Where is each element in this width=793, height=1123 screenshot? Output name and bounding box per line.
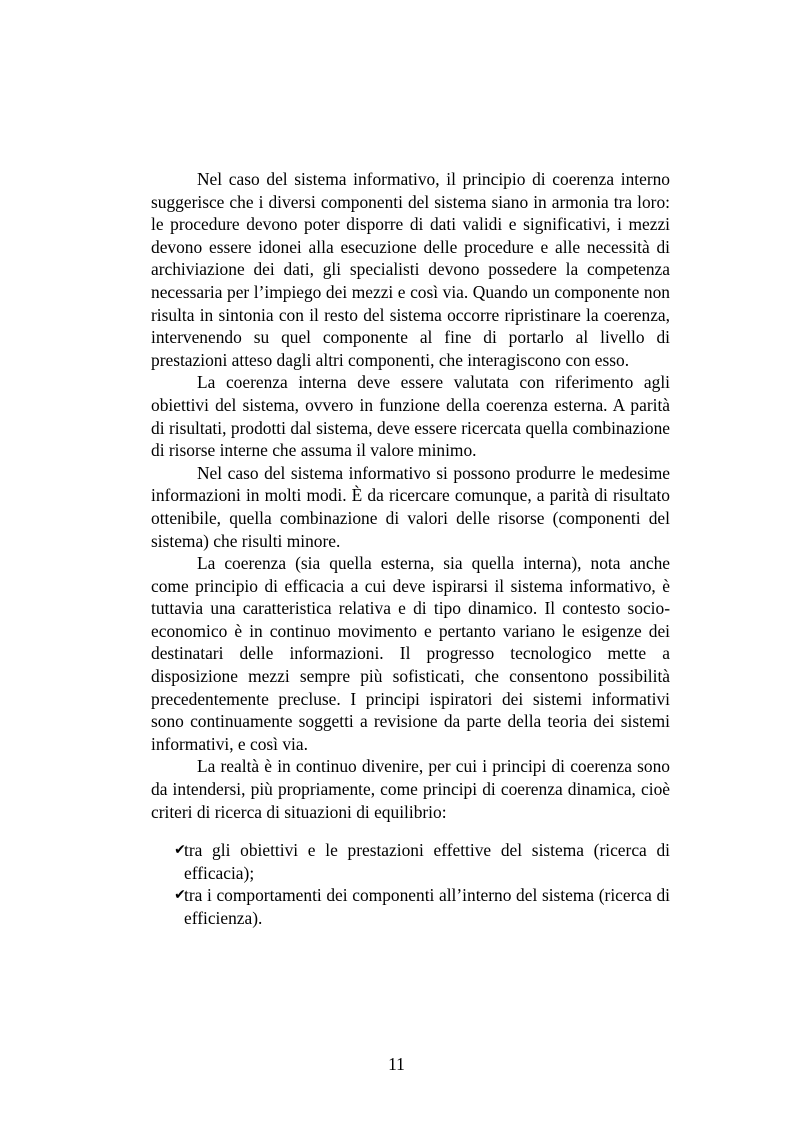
paragraph: Nel caso del sistema informativo si possono produrre le medesime informazioni in molti modi. È da ricercare comunque, a parità di risultato ottenibile, quella combinazione di valori delle risorse (componenti del sistema) che risulti minore. [151,462,670,551]
checkmark-icon: ✔ [174,887,186,904]
list-item [151,839,670,884]
paragraph: La coerenza interna deve essere valutata con riferimento agli obiettivi del sistema, ovvero in funzione della coerenza esterna. A parità di risultati, prodotti dal sistema, deve essere ricercata quella combinazione di risorse interne che assuma il valore minimo. [151,372,670,461]
bullet-list [151,839,670,929]
list-item [151,884,670,929]
list-item-text: tra gli obiettivi e le prestazioni effettive del sistema (ricerca di efficacia); [184,840,670,883]
paragraph: La coerenza (sia quella esterna, sia quella interna), nota anche come principio di efficacia a cui deve ispirarsi il sistema informativo, è tuttavia una caratteristica relativa e di tipo dinamico. Il contesto socio-economico è in continuo movimento e pertanto variano le esigenze dei destinatari delle informazioni. Il progresso tecnologico mette a disposizione mezzi sempre più sofisticati, che consentono possibilità precedentemente precluse. I principi ispiratori dei sistemi informativi sono continuamente soggetti a revisione da parte della teoria dei sistemi informativi, e così via. [151,553,670,754]
paragraph: Nel caso del sistema informativo, il principio di coerenza interno suggerisce che i diversi componenti del sistema siano in armonia tra loro: le procedure devono poter disporre di dati validi e significativi, i mezzi devono essere idonei alla esecuzione delle procedure e alle necessità di archiviazione dei dati, gli specialisti devono possedere la competenza necessaria per l’impiego dei mezzi e così via. Quando un componente non risulta in sintonia con il resto del sistema occorre ripristinare la coerenza, intervenendo su quel componente al fine di portarlo al livello di prestazioni atteso dagli altri componenti, che interagiscono con esso. [151,169,670,370]
page-number: 11 [388,1054,405,1074]
checkmark-icon: ✔ [174,842,186,859]
paragraph: La realtà è in continuo divenire, per cui i principi di coerenza sono da intendersi, più propriamente, come principi di coerenza dinamica, cioè criteri di ricerca di situazioni di equilibrio: [151,756,670,822]
list-item-text: tra i comportamenti dei componenti all’interno del sistema (ricerca di efficienza). [184,885,670,928]
document-body [151,168,670,930]
